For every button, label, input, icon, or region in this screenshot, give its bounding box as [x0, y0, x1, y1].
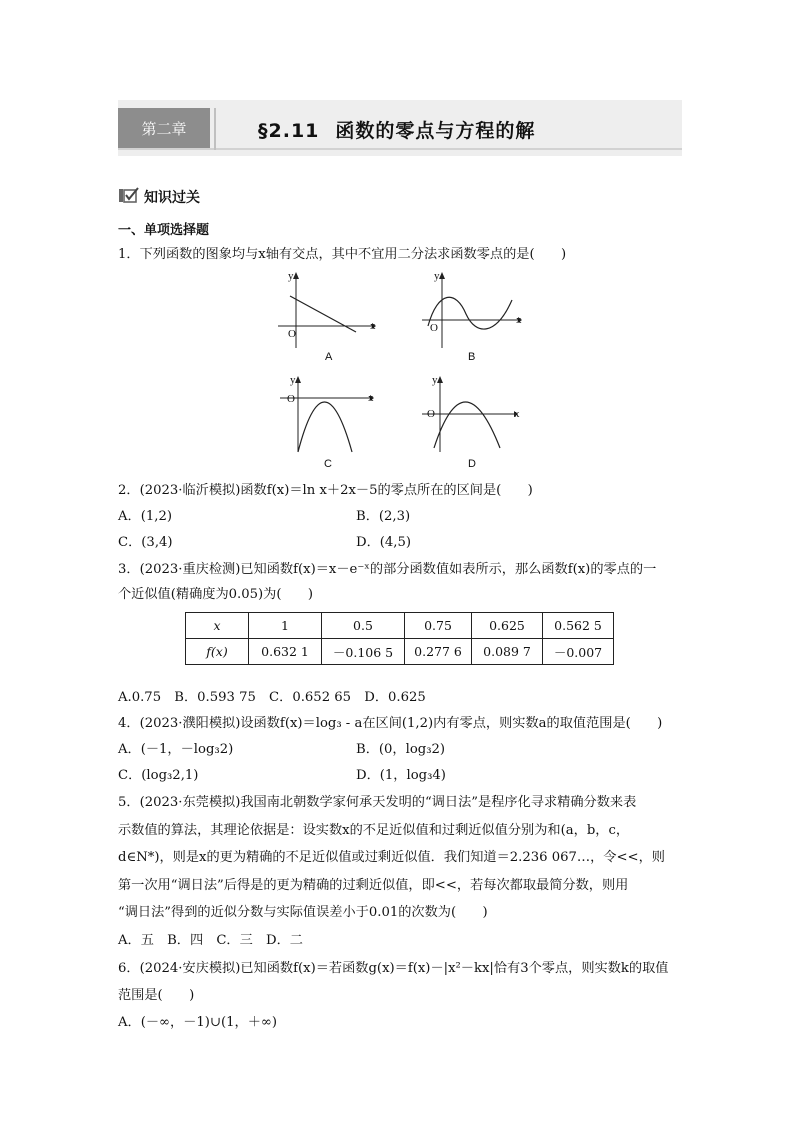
- table-row-label: f(x): [186, 639, 249, 665]
- table-cell: 0.5: [322, 613, 405, 639]
- knowledge-heading: 知识过关: [144, 190, 200, 206]
- q2-option-b: B．(2,3): [356, 509, 411, 524]
- table-row: [186, 613, 614, 639]
- graph-d: [420, 374, 524, 454]
- section-heading: 一、单项选择题: [118, 223, 210, 238]
- graph-d-origin: O: [427, 408, 435, 420]
- graph-a-y-label: y: [288, 270, 294, 282]
- q6-line1: 6．(2024·安庆模拟)已知函数f(x)＝若函数g(x)＝f(x)－|x²－kx|恰有3个零点，则实数k的取值: [118, 961, 669, 976]
- table-cell: 0.562 5: [543, 613, 614, 639]
- q4-option-d: D．(1，log₃4): [356, 768, 446, 783]
- q3-stem-line1: 3．(2023·重庆检测)已知函数f(x)＝x－e⁻ˣ的部分函数值如表所示，那么函数f(x)的零点的一: [118, 562, 657, 577]
- table-cell: 0.75: [405, 613, 472, 639]
- graph-a-label: A: [325, 351, 333, 363]
- graph-a-origin: O: [288, 328, 296, 340]
- graph-d-label: D: [468, 458, 476, 470]
- table-cell: 1: [249, 613, 322, 639]
- graph-b-origin: O: [430, 322, 438, 334]
- graph-d-x-label: x: [514, 408, 520, 420]
- graph-c-y-label: y: [290, 374, 296, 386]
- graph-b-y-label: y: [434, 270, 440, 282]
- table-cell: 0.632 1: [249, 639, 322, 665]
- graph-c: [278, 374, 378, 454]
- table-cell: －0.007: [543, 639, 614, 665]
- graph-c-x-label: x: [368, 392, 374, 404]
- table-cell: －0.106 5: [322, 639, 405, 665]
- q5-line2: 示数值的算法，其理论依据是：设实数x的不足近似值和过剩近似值分别为和(a，b，c，: [118, 823, 630, 838]
- table-row-label: x: [186, 613, 249, 639]
- q5-line5: “调日法”得到的近似分数与实际值误差小于0.01的次数为( ): [118, 905, 488, 920]
- page-title: [258, 116, 535, 143]
- q3-stem-line2: 个近似值(精确度为0.05)为( ): [118, 587, 314, 602]
- q4-stem: 4．(2023·濮阳模拟)设函数f(x)＝log₃ - a在区间(1,2)内有零点，则实数a的取值范围是( ): [118, 716, 663, 731]
- section-title: 函数的零点与方程的解: [335, 120, 536, 142]
- q4-option-a: A．(－1，－log₃2): [118, 742, 234, 757]
- q2-stem: 2．(2023·临沂模拟)函数f(x)＝ln x＋2x－5的零点所在的区间是( ): [118, 483, 533, 498]
- chapter-label: 第二章: [118, 108, 210, 148]
- q2-option-a: A．(1,2): [118, 509, 172, 524]
- q5-line4: 第一次用“调日法”后得是的更为精确的过剩近似值，即<<，若每次都取最简分数，则用: [118, 878, 629, 893]
- q6-option-a: A．(－∞，－1)∪(1，＋∞): [118, 1015, 278, 1030]
- header-divider: [214, 108, 216, 150]
- table-cell: 0.625: [472, 613, 543, 639]
- table-cell: 0.089 7: [472, 639, 543, 665]
- q6-line2: 范围是( ): [118, 988, 195, 1003]
- graph-b: [420, 270, 524, 350]
- q5-options: A．五 B．四 C．三 D．二: [118, 933, 303, 948]
- q2-option-c: C．(3,4): [118, 535, 173, 550]
- checklist-icon: [119, 187, 139, 203]
- q3-options: A.0.75 B．0.593 75 C．0.652 65 D．0.625: [118, 690, 426, 705]
- graph-a-x-label: x: [370, 320, 376, 332]
- value-table: [185, 612, 614, 665]
- graph-d-y-label: y: [432, 374, 438, 386]
- q4-option-c: C．(log₃2,1): [118, 768, 199, 783]
- table-row: [186, 639, 614, 665]
- q4-option-b: B．(0，log₃2): [356, 742, 446, 757]
- graph-b-x-label: x: [516, 314, 522, 326]
- table-cell: 0.277 6: [405, 639, 472, 665]
- q1-stem: 1．下列函数的图象均与x轴有交点，其中不宜用二分法求函数零点的是( ): [118, 247, 567, 262]
- q5-line1: 5．(2023·东莞模拟)我国南北朝数学家何承天发明的“调日法”是程序化寻求精确分数来表: [118, 795, 637, 810]
- graph-c-origin: O: [287, 393, 295, 405]
- q5-line3: d∈N*)，则是x的更为精确的不足近似值或过剩近似值．我们知道＝2.236 067…，令<<，则: [118, 850, 665, 865]
- graph-c-label: C: [324, 458, 332, 470]
- section-number: §2.11: [258, 120, 320, 142]
- q2-option-d: D．(4,5): [356, 535, 412, 550]
- graph-b-label: B: [468, 351, 476, 363]
